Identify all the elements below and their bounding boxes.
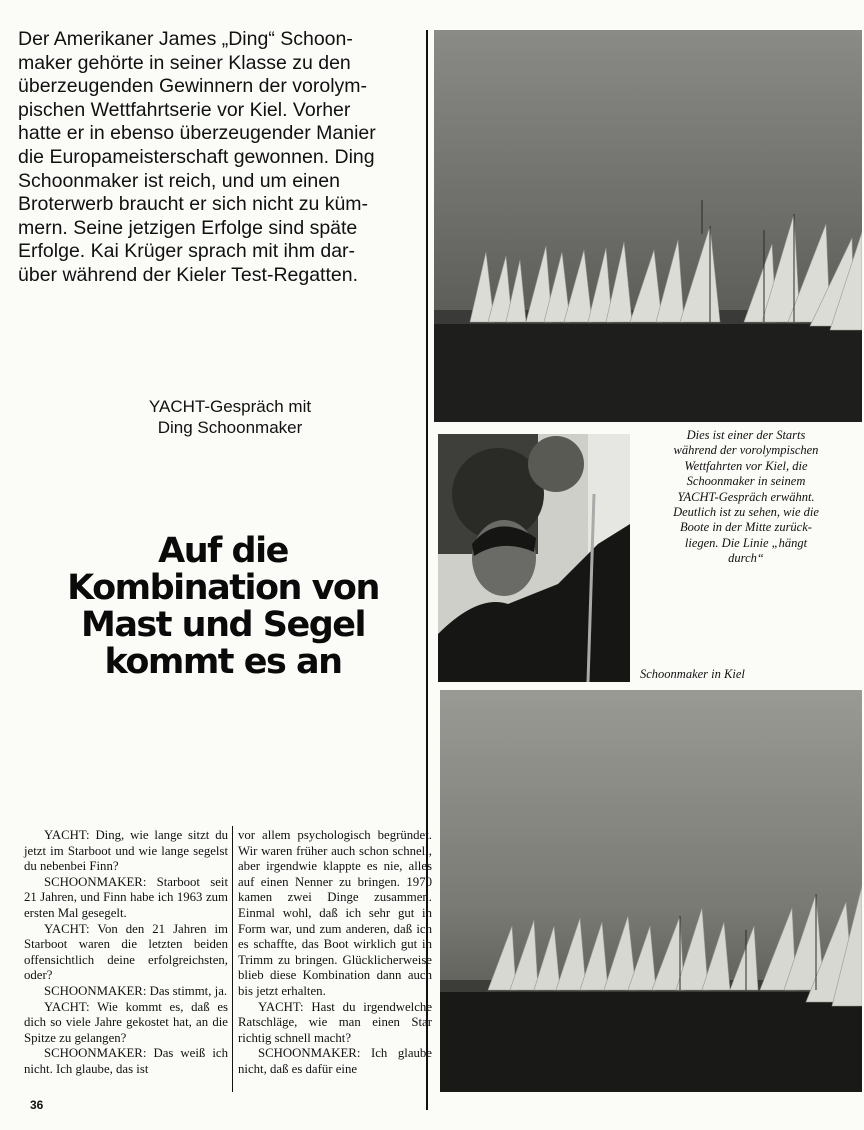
regatta-start-photo [434,30,862,422]
portrait-caption: Schoonmaker in Kiel [640,667,745,681]
paragraph: YACHT: Von den 21 Jahren im Starboot waren die letzten beiden offensichtlich deine erfolgreichsten, oder? [24,921,228,983]
interview-column-2 [238,828,432,1078]
regatta-start-caption: Dies ist einer der Starts während der vorolympischen Wettfahrten vor Kiel, die Schoonmaker in seinem YACHT-Gespräch erwähnt. Deutlich ist zu sehen, wie die Boote in der Mitte zurück- liegen. Die Linie „hängt durch“ [673,428,819,566]
paragraph: SCHOONMAKER: Ich glaube nicht, daß es dafür eine [238,1046,432,1076]
article-kicker: YACHT-Gespräch mit Ding Schoonmaker [148,397,312,437]
regatta-fleet-photo [440,690,862,1092]
interview-column-1 [24,828,228,1078]
schoonmaker-portrait-photo [438,434,630,682]
page-number: 36 [30,1098,44,1112]
paragraph: SCHOONMAKER: Starboot seit 21 Jahren, und Finn habe ich 1963 zum ersten Mal gesegelt. [24,874,228,920]
paragraph: YACHT: Wie kommt es, daß es dich so viele Jahre gekostet hat, an die Spitze zu gelangen? [24,999,228,1045]
article-headline: Auf die Kombination von Mast und Segel kommt es an [67,531,379,682]
paragraph: SCHOONMAKER: Das stimmt, ja. [44,983,228,998]
paragraph: YACHT: Ding, wie lange sitzt du jetzt im Starboot und wie lange segelst du nebenbei Finn? [24,828,228,874]
intro-paragraph: Der Amerikaner James „Ding“ Schoon- maker gehörte in seiner Klasse zu den überzeugenden Gewinnern der vorolym- pischen Wettfahrtserie vor Kiel. Vorher hatte er in ebenso überzeugender Manier die Europameisterschaft gewonnen. Ding Schoonmaker ist reich, und um einen Broterwerb braucht er sich nicht zu küm- mern. Seine jetzigen Erfolge sind späte Erfolge. Kai Krüger sprach mit ihm dar- über während der Kieler Test-Regatten. [18,28,376,286]
paragraph: SCHOONMAKER: Das weiß ich nicht. Ich glaube, das ist [24,1046,228,1076]
paragraph: vor allem psychologisch begründet. Wir waren früher auch schon schnell, aber irgendwie klappte es nie, alles auf einen Nenner zu bringen. 1970 kamen zwei Dinge zusammen. Einmal wohl, daß ich sehr gut in Form war, und zum anderen, daß ich es schaffte, das Boot wirklich gut in Trimm zu bringen. Glücklicherweise blieb diese Kombination dann auch bis jetzt erhalten. [238,828,432,998]
paragraph: YACHT: Hast du irgendwelche Ratschläge, wie man einen Star richtig schnell macht? [238,999,432,1045]
column-rule-text [232,826,233,1092]
